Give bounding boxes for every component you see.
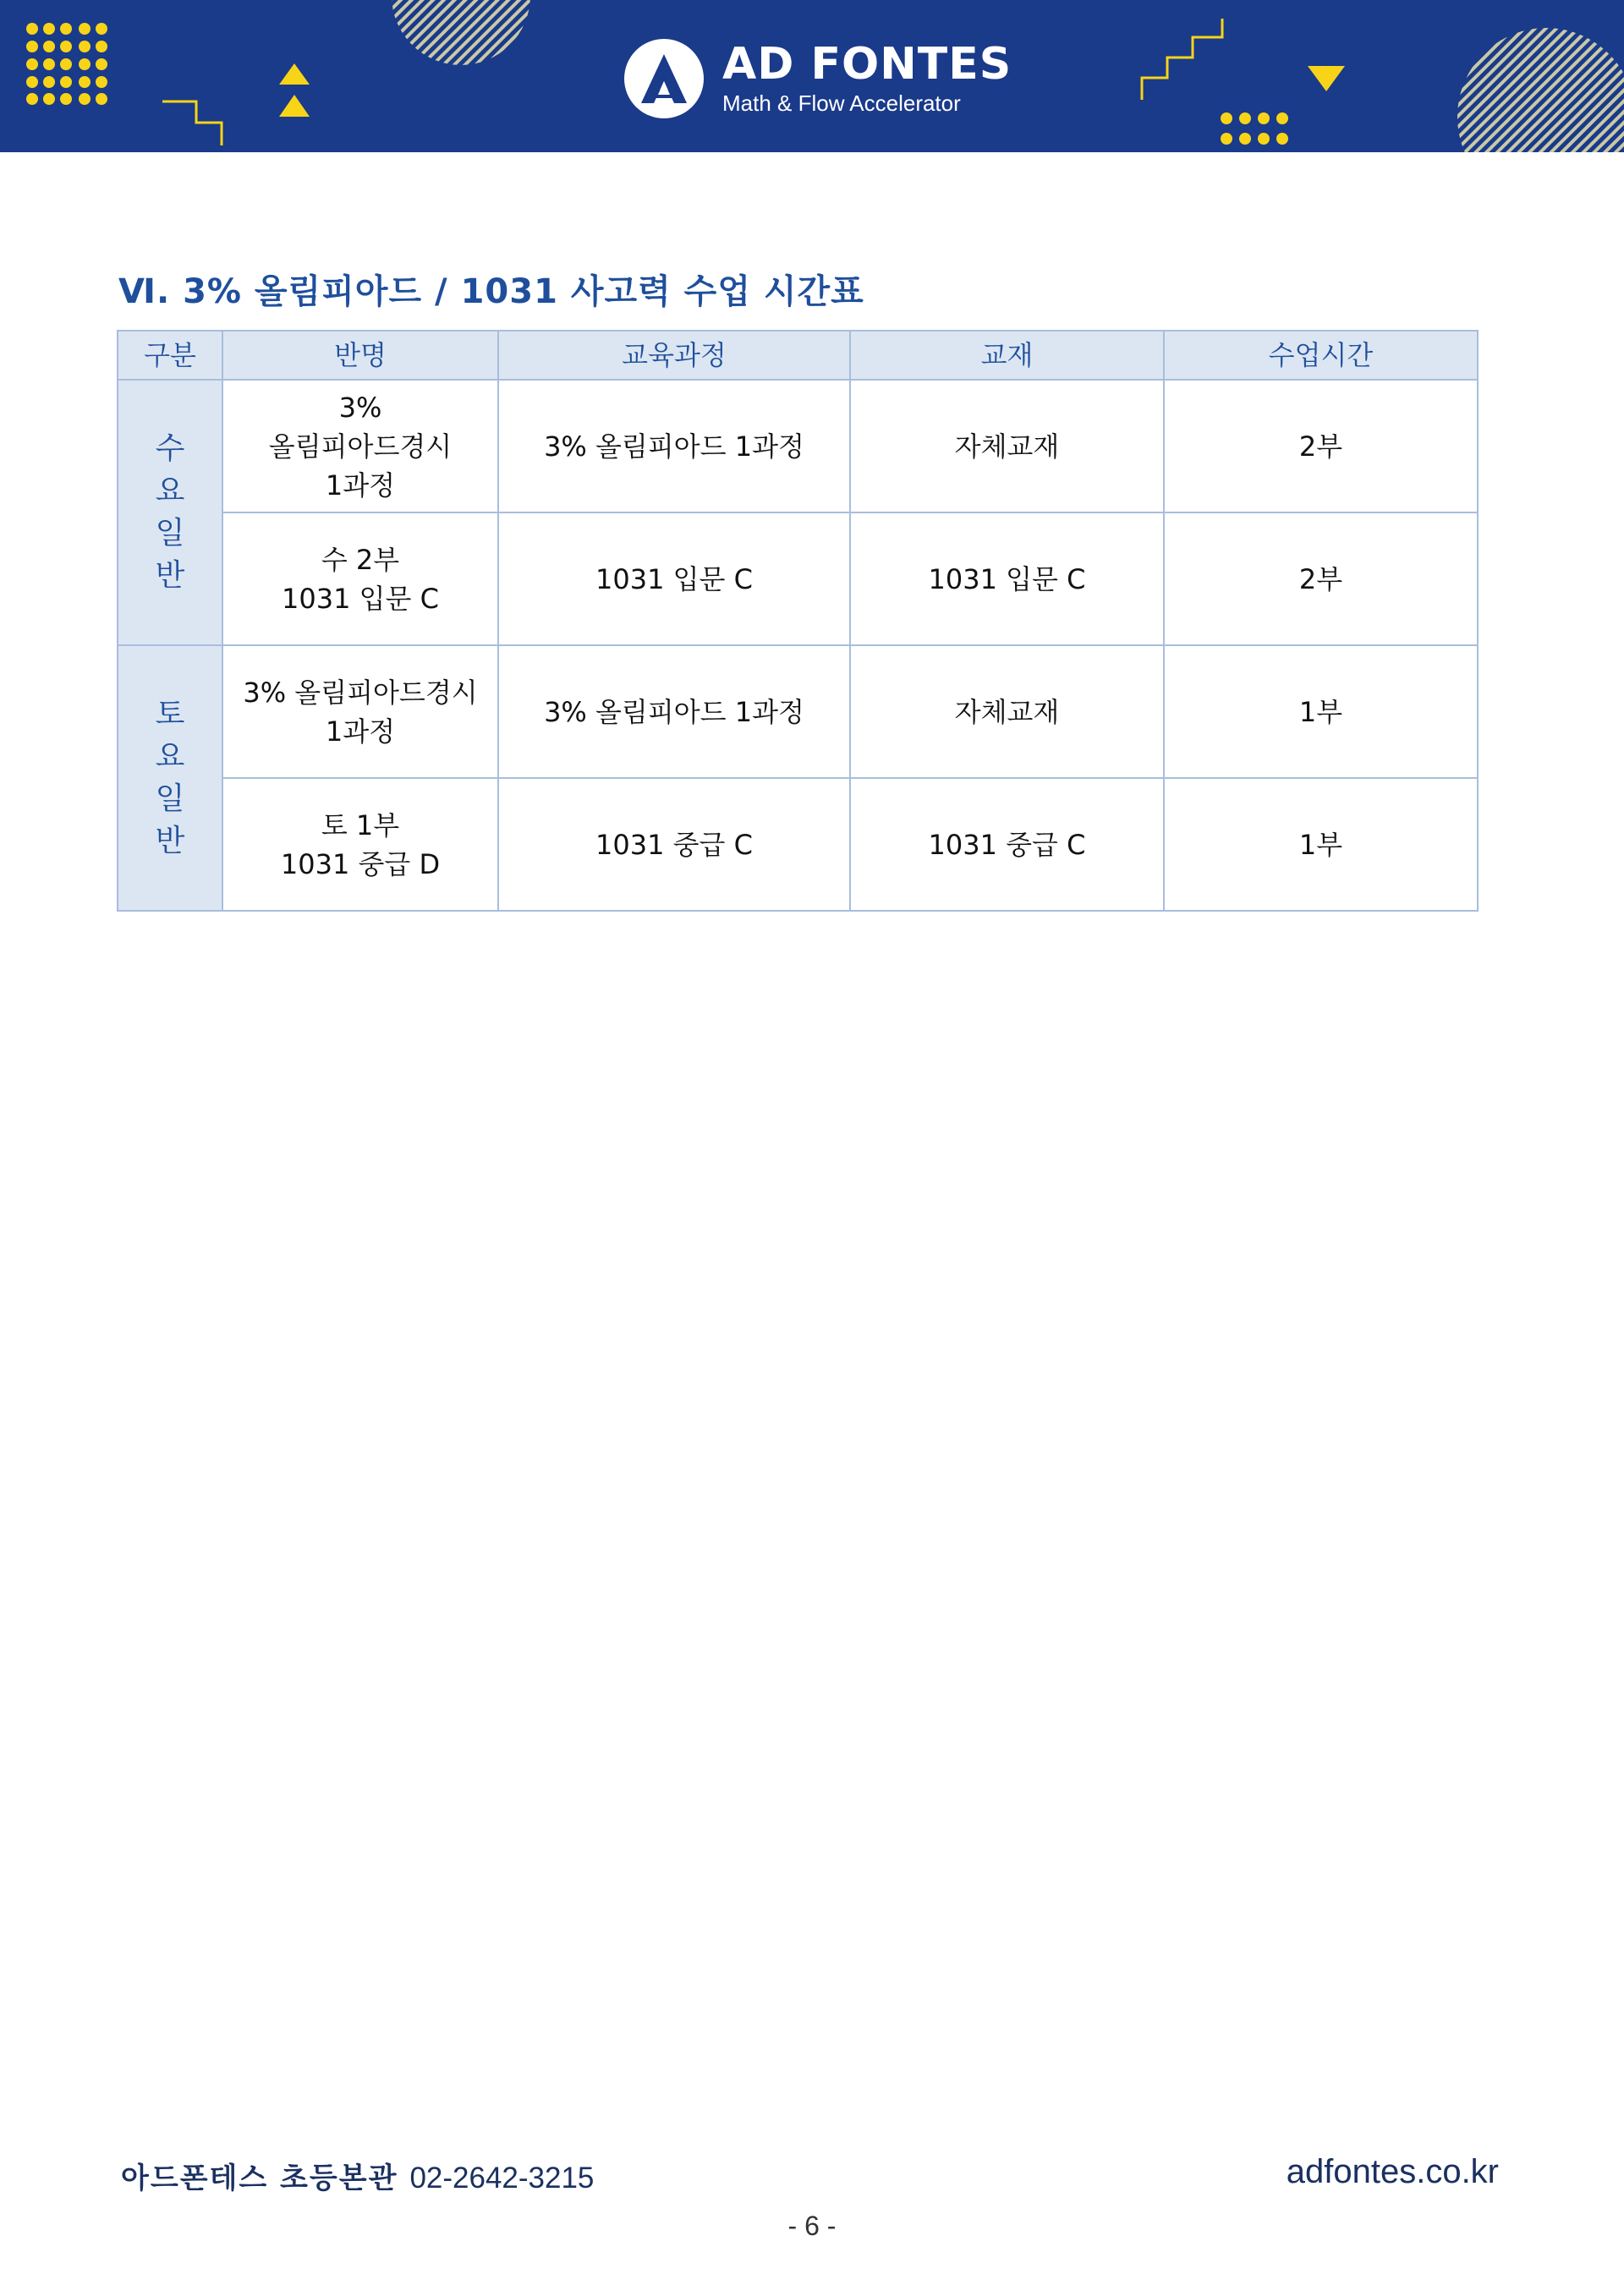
cell-class-name [222,380,498,512]
class-name-text: 3% 올림피아드경시 1과정 [243,676,478,748]
table-row [118,512,1478,645]
group-label-saturday [118,645,222,911]
cell-class-name [222,512,498,645]
group-label-wednesday [118,380,222,645]
cell-curriculum: 1031 입문 C [498,512,850,645]
footer-phone: 02-2642-3215 [409,2162,595,2195]
section-title: Ⅵ. 3% 올림피아드 / 1031 사고력 수업 시간표 [118,272,864,311]
dot-grid-left [26,23,107,105]
hatched-circle-right [1457,28,1624,152]
cell-textbook: 1031 입문 C [850,512,1164,645]
footer-contact [121,2155,594,2196]
cell-curriculum: 1031 중급 C [498,778,850,911]
table-row [118,645,1478,778]
header-class-time: 수업시간 [1164,331,1478,380]
header-class-name: 반명 [222,331,498,380]
class-name-text: 3% 올림피아드경시 1과정 [268,391,453,501]
logo-mark-icon [624,39,704,118]
cell-textbook: 1031 중급 C [850,778,1164,911]
footer-website-link[interactable]: adfontes.co.kr [1286,2153,1499,2190]
cell-class-name [222,645,498,778]
table-row [118,778,1478,911]
cell-class-time: 1부 [1164,778,1478,911]
schedule-table [117,330,1479,912]
cell-class-time: 2부 [1164,512,1478,645]
step-line-left [162,101,222,145]
header-textbook: 교재 [850,331,1164,380]
table-header-row [118,331,1478,380]
triangle-down-icon [1308,66,1345,91]
header-curriculum: 교육과정 [498,331,850,380]
dot-grid-right [1221,112,1288,145]
group-label-text: 토요일반 [155,697,185,858]
header-banner [0,0,1624,152]
page-number: - 6 - [787,2211,837,2241]
footer-org-name: 아드폰테스 초등본관 [121,2162,398,2195]
hatched-circle-top [392,0,530,65]
cell-curriculum: 3% 올림피아드 1과정 [498,380,850,512]
brand-name: AD FONTES [722,39,1012,90]
cell-class-time: 2부 [1164,380,1478,512]
group-label-text: 수요일반 [155,431,185,593]
cell-textbook: 자체교재 [850,380,1164,512]
cell-class-name [222,778,498,911]
class-name-text: 토 1부 1031 중급 D [280,808,441,880]
cell-curriculum: 3% 올림피아드 1과정 [498,645,850,778]
cell-textbook: 자체교재 [850,645,1164,778]
brand-logo [624,32,1012,125]
cell-class-time: 1부 [1164,645,1478,778]
table-row [118,380,1478,512]
header-division: 구분 [118,331,222,380]
class-name-text: 수 2부 1031 입문 C [282,543,439,615]
triangle-up-2-icon [279,95,310,117]
triangle-up-1-icon [279,63,310,85]
brand-tagline: Math & Flow Accelerator [722,90,961,116]
step-line-right [1142,19,1222,100]
